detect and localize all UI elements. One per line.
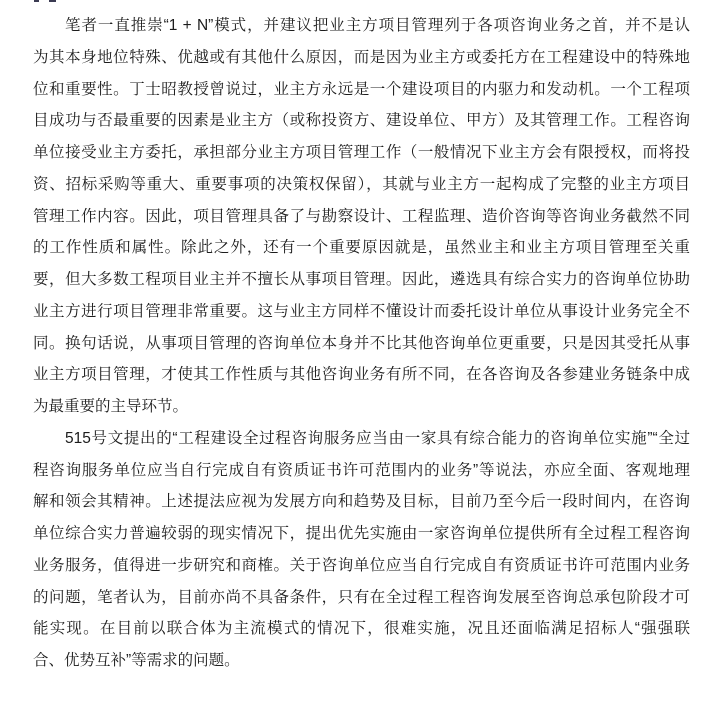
text-line: 解和领会其精神。上述提法应视为发展方向和趋势及目标，目前乃至今后一段时间内，在咨询 (33, 493, 690, 511)
text-line: 笔者一直推崇“1 + N”模式，并建议把业主方项目管理列于各项咨询业务之首，并不是认 (65, 17, 690, 34)
text-line: 的工作性质和属性。除此之外，还有一个重要原因就是，虽然业主和业主方项目管理至关重 (33, 239, 690, 257)
clipped-character-remnant (34, 0, 39, 2)
text-line: 合、优势互补”等需求的问题。 (33, 652, 240, 669)
text-line: 程咨询服务单位应当自行完成自有资质证书许可范围内的业务”等说法，亦应全面、客观地理 (33, 461, 690, 479)
text-line: 业务服务，值得进一步研究和商榷。关于咨询单位应当自行完成自有资质证书许可范围内业务 (33, 556, 690, 574)
clipped-character-remnant (49, 0, 56, 2)
text-line: 管理工作内容。因此，项目管理具备了与勘察设计、工程监理、造价咨询等咨询业务截然不同 (33, 207, 690, 225)
text-line: 资、招标采购等重大、重要事项的决策权保留），其就与业主方一起构成了完整的业主方项目 (33, 175, 690, 193)
text-line: 同。换句话说，从事项目管理的咨询单位本身并不比其他咨询单位更重要，只是因其受托从事 (33, 334, 690, 352)
text-line: 要，但大多数工程项目业主并不擅长从事项目管理。因此，遴选具有综合实力的咨询单位协助 (33, 271, 690, 288)
text-line: 单位接受业主方委托，承担部分业主方项目管理工作（一般情况下业主方会有限授权，而将投 (33, 144, 690, 161)
document-text (33, 10, 690, 677)
text-line: 业主方项目管理，才使其工作性质与其他咨询业务有所不同，在各咨询及各参建业务链条中成 (33, 366, 690, 384)
text-line: 的问题，笔者认为，目前亦尚不具备条件，只有在全过程工程咨询发展至咨询总承包阶段才可 (33, 588, 690, 606)
text-line: 单位综合实力普遍较弱的现实情况下，提出优先实施由一家咨询单位提供所有全过程工程咨询 (33, 525, 690, 542)
paragraph (33, 423, 690, 677)
text-line: 为最重要的主导环节。 (33, 398, 189, 415)
text-line: 能实现。在目前以联合体为主流模式的情况下，很难实施，况且还面临满足招标人“强强联 (33, 620, 690, 638)
text-line: 位和重要性。丁士昭教授曾说过，业主方永远是一个建设项目的内驱力和发动机。一个工程项 (33, 80, 690, 98)
paragraph (33, 10, 690, 423)
text-line: 515号文提出的“工程建设全过程咨询服务应当由一家具有综合能力的咨询单位实施”“全过 (65, 429, 690, 447)
text-line: 为其本身地位特殊、优越或有其他什么原因，而是因为业主方或委托方在工程建设中的特殊地 (33, 48, 690, 66)
text-line: 目成功与否最重要的因素是业主方（或称投资方、建设单位、甲方）及其管理工作。工程咨询 (33, 112, 690, 130)
text-line: 业主方进行项目管理非常重要。这与业主方同样不懂设计而委托设计单位从事设计业务完全不 (33, 302, 690, 320)
